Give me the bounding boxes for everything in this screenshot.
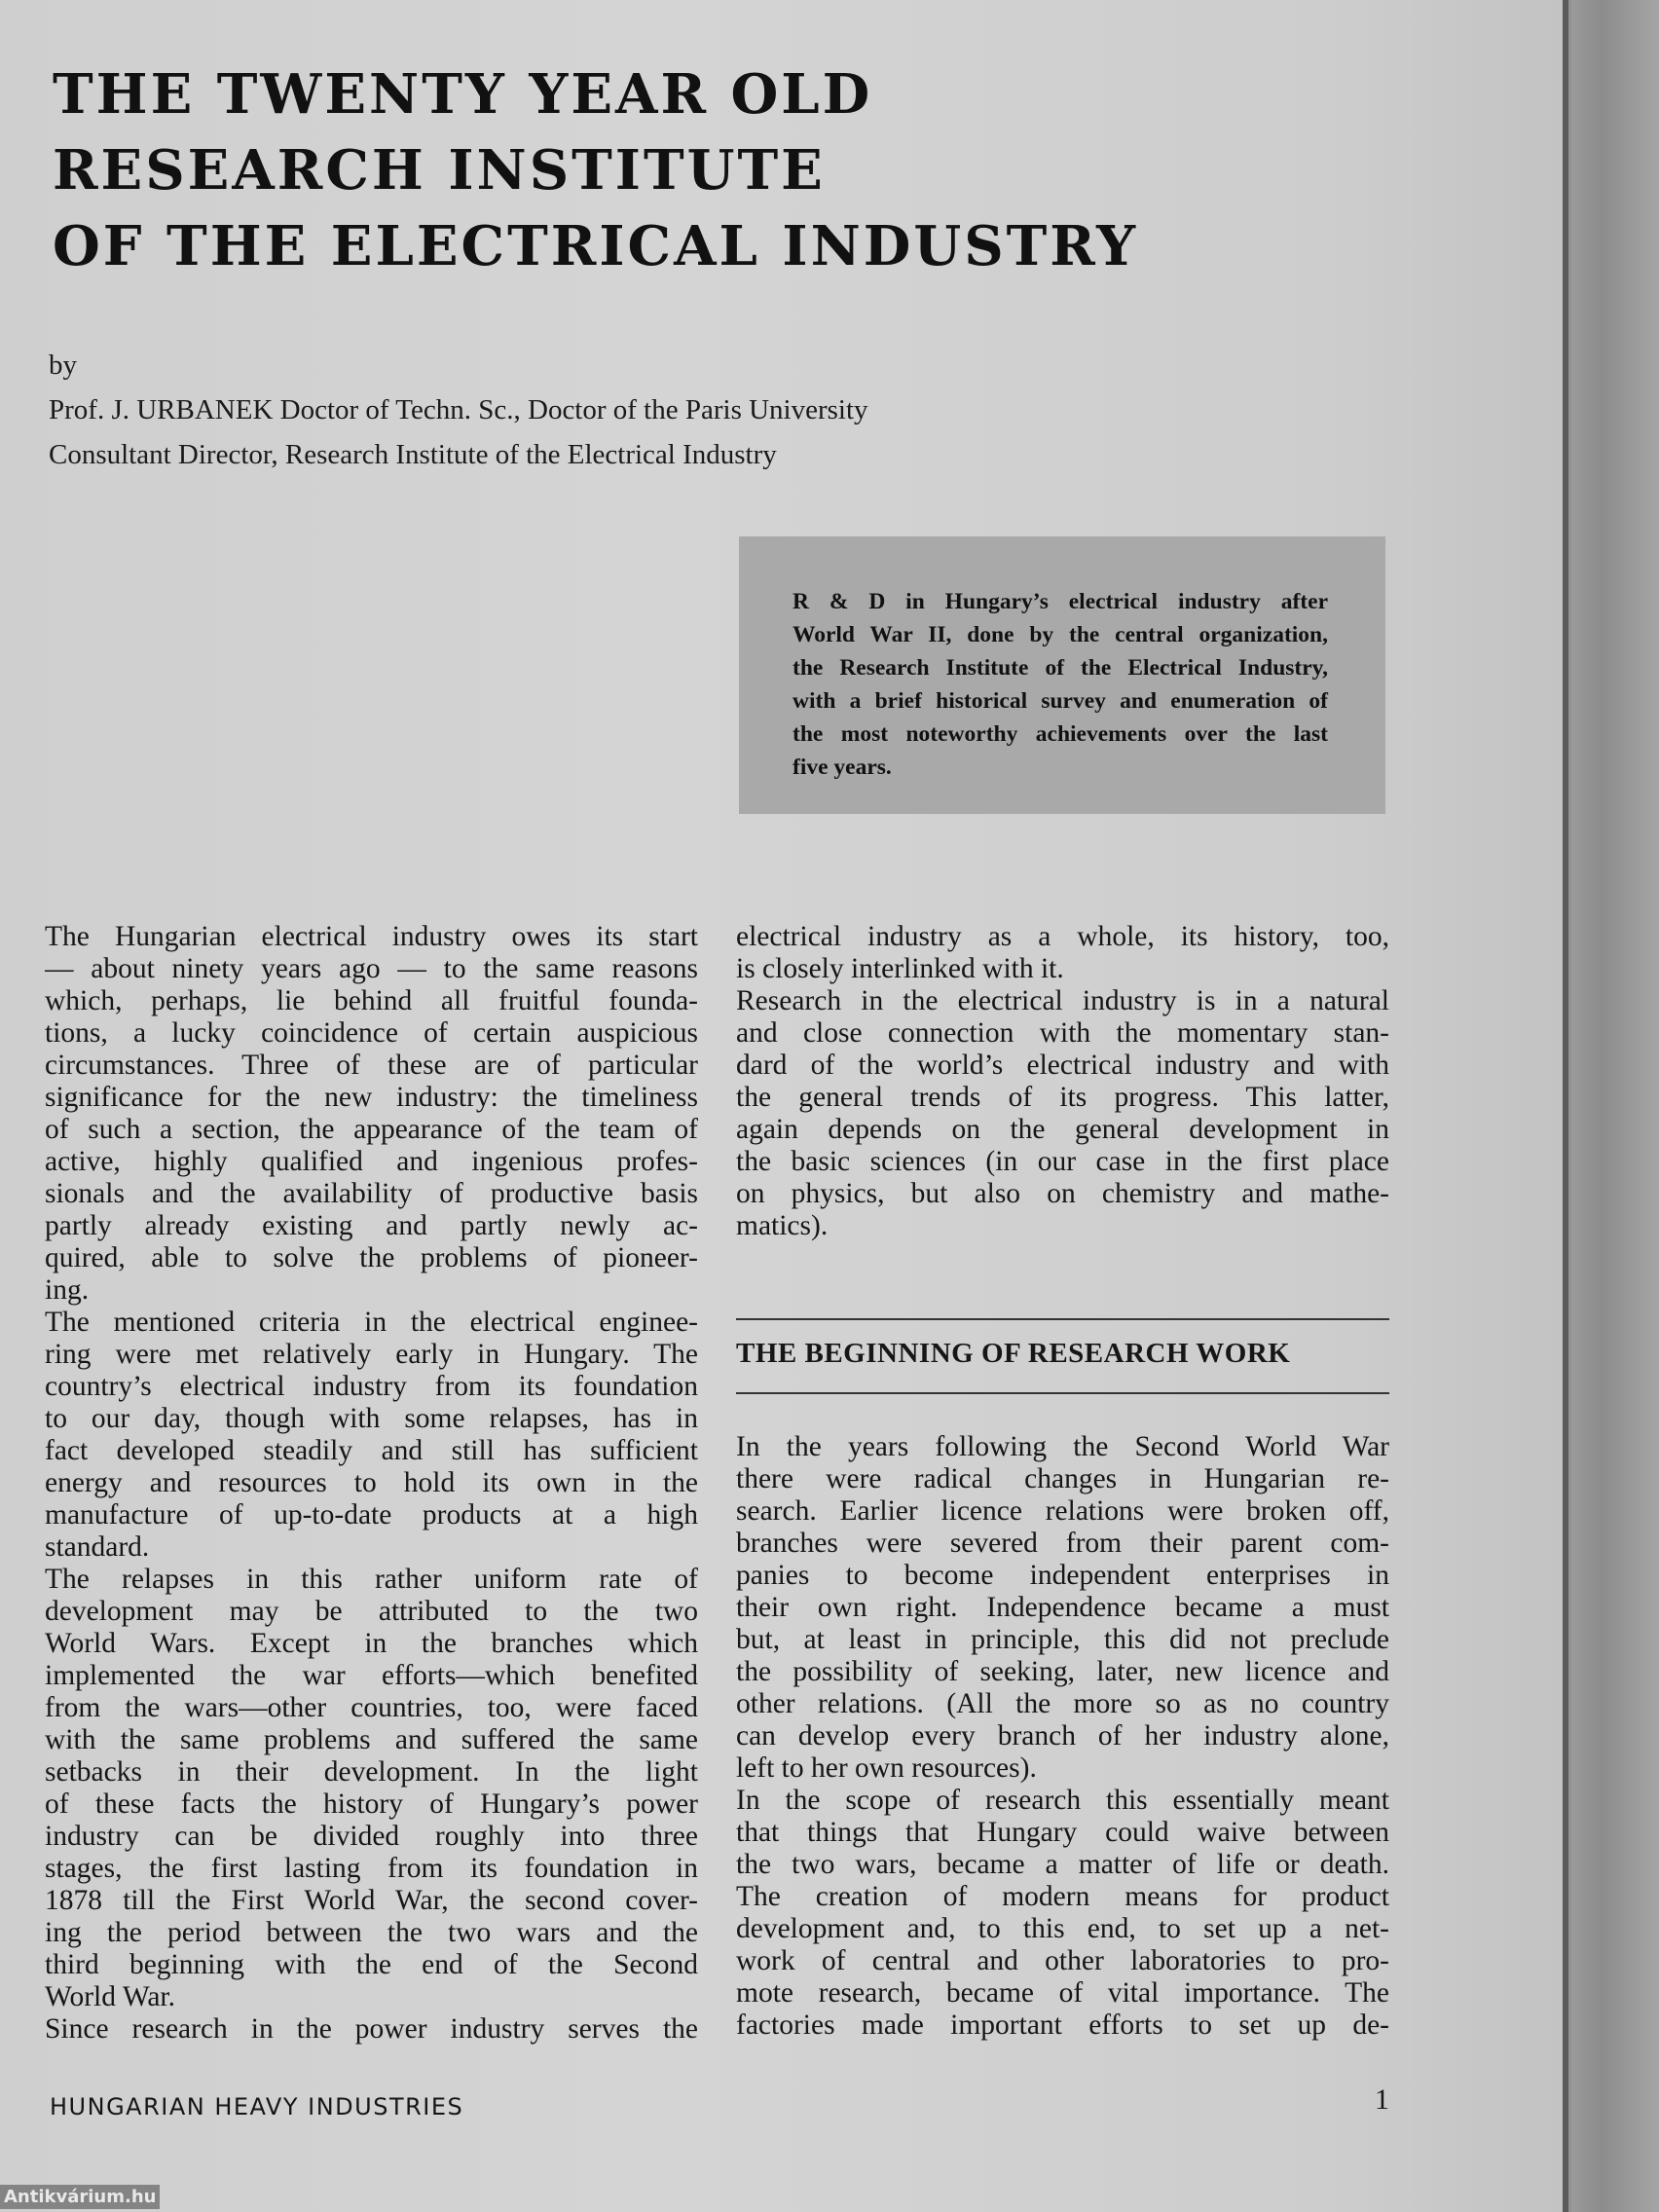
text-line: In the scope of research this essentially meant bbox=[736, 1785, 1389, 1816]
text-line: there were radical changes in Hungarian re- bbox=[736, 1463, 1389, 1494]
right-column-top bbox=[736, 921, 1389, 1242]
text-line: setbacks in their development. In the light bbox=[45, 1756, 698, 1788]
text-line: development and, to this end, to set up a net- bbox=[736, 1913, 1389, 1944]
text-line: 1878 till the First World War, the second cover- bbox=[45, 1885, 698, 1916]
text-line: the two wars, became a matter of life or death. bbox=[736, 1849, 1389, 1880]
text-line: left to her own resources). bbox=[736, 1752, 1037, 1784]
text-line: country’s electrical industry from its foundation bbox=[45, 1371, 698, 1402]
text-line: The Hungarian electrical industry owes its start bbox=[45, 921, 698, 952]
text-line: manufacture of up-to-date products at a high bbox=[45, 1499, 698, 1530]
text-line: on physics, but also on chemistry and mathe- bbox=[736, 1178, 1389, 1209]
text-line: third beginning with the end of the Second bbox=[45, 1949, 698, 1980]
text-line: and close connection with the momentary stan- bbox=[736, 1017, 1389, 1049]
byline-author: Prof. J. URBANEK Doctor of Techn. Sc., Doctor of the Paris University bbox=[49, 394, 868, 425]
text-line: which, perhaps, lie behind all fruitful founda- bbox=[45, 985, 698, 1016]
section-heading: THE BEGINNING OF RESEARCH WORK bbox=[736, 1338, 1291, 1369]
title-line: THE TWENTY YEAR OLD bbox=[53, 62, 873, 127]
text-line: ing the period between the two wars and the bbox=[45, 1917, 698, 1948]
text-line: ing. bbox=[45, 1274, 90, 1306]
text-line: standard. bbox=[45, 1531, 150, 1563]
text-line: their own right. Independence became a must bbox=[736, 1592, 1389, 1623]
article-title bbox=[53, 56, 1138, 284]
abstract-line: five years. bbox=[793, 755, 892, 780]
text-line: — about ninety years ago — to the same reasons bbox=[45, 953, 698, 984]
text-line: significance for the new industry: the timeliness bbox=[45, 1082, 698, 1113]
text-line: other relations. (All the more so as no country bbox=[736, 1688, 1389, 1719]
text-line: ring were met relatively early in Hungary. The bbox=[45, 1339, 698, 1370]
text-line: factories made important efforts to set up de- bbox=[736, 2009, 1389, 2041]
heading-rule-top bbox=[736, 1318, 1389, 1320]
watermark: Antikvárium.hu bbox=[0, 2185, 160, 2209]
text-line: fact developed steadily and still has sufficient bbox=[45, 1435, 698, 1466]
text-line: to our day, though with some relapses, has in bbox=[45, 1403, 698, 1434]
text-line: World War. bbox=[45, 1981, 175, 2012]
text-line: dard of the world’s electrical industry and with bbox=[736, 1050, 1389, 1081]
text-line: partly already existing and partly newly ac- bbox=[45, 1210, 698, 1241]
text-line: In the years following the Second World War bbox=[736, 1431, 1389, 1462]
right-column-bottom bbox=[736, 1431, 1389, 2042]
text-line: development may be attributed to the two bbox=[45, 1596, 698, 1627]
text-line: Since research in the power industry serves the bbox=[45, 2013, 698, 2045]
text-line: the possibility of seeking, later, new licence and bbox=[736, 1656, 1389, 1687]
text-line: with the same problems and suffered the same bbox=[45, 1724, 698, 1755]
text-line: the general trends of its progress. This latter, bbox=[736, 1082, 1389, 1113]
left-column bbox=[45, 921, 698, 2046]
text-line: can develop every branch of her industry alone, bbox=[736, 1720, 1389, 1751]
text-line: active, highly qualified and ingenious profes- bbox=[45, 1146, 698, 1177]
publication-footer: HUNGARIAN HEAVY INDUSTRIES bbox=[50, 2093, 464, 2120]
text-line: from the wars—other countries, too, were faced bbox=[45, 1692, 698, 1723]
text-line: quired, able to solve the problems of pioneer- bbox=[45, 1242, 698, 1273]
text-line: industry can be divided roughly into three bbox=[45, 1821, 698, 1852]
text-line: is closely interlinked with it. bbox=[736, 953, 1064, 984]
text-line: tions, a lucky coincidence of certain auspicious bbox=[45, 1017, 698, 1049]
text-line: implemented the war efforts—which benefited bbox=[45, 1660, 698, 1691]
text-line: sionals and the availability of productive basis bbox=[45, 1178, 698, 1209]
abstract-line: the most noteworthy achievements over the last bbox=[793, 721, 1328, 747]
text-line: branches were severed from their parent com- bbox=[736, 1528, 1389, 1559]
book-spine-edge bbox=[1563, 0, 1659, 2212]
text-line: electrical industry as a whole, its history, too, bbox=[736, 921, 1389, 952]
text-line: search. Earlier licence relations were broken off, bbox=[736, 1495, 1389, 1527]
text-line: The relapses in this rather uniform rate of bbox=[45, 1564, 698, 1595]
page-number: 1 bbox=[1375, 2083, 1389, 2116]
abstract-text bbox=[793, 585, 1328, 784]
byline-position: Consultant Director, Research Institute of the Electrical Industry bbox=[49, 439, 777, 470]
text-line: World Wars. Except in the branches which bbox=[45, 1628, 698, 1659]
text-line: mote research, became of vital importance. The bbox=[736, 1977, 1389, 2009]
byline-by: by bbox=[49, 350, 77, 381]
abstract-line: the Research Institute of the Electrical Industry, bbox=[793, 655, 1328, 681]
abstract-line: with a brief historical survey and enumeration of bbox=[793, 688, 1328, 714]
text-line: The mentioned criteria in the electrical enginee- bbox=[45, 1307, 698, 1338]
text-line: panies to become independent enterprises in bbox=[736, 1560, 1389, 1591]
text-line: matics). bbox=[736, 1210, 829, 1241]
text-line: stages, the first lasting from its foundation in bbox=[45, 1853, 698, 1884]
text-line: the basic sciences (in our case in the first place bbox=[736, 1146, 1389, 1177]
text-line: of such a section, the appearance of the team of bbox=[45, 1114, 698, 1145]
text-line: but, at least in principle, this did not preclude bbox=[736, 1624, 1389, 1655]
text-line: that things that Hungary could waive between bbox=[736, 1817, 1389, 1848]
text-line: again depends on the general development in bbox=[736, 1114, 1389, 1145]
title-line: OF THE ELECTRICAL INDUSTRY bbox=[53, 214, 1139, 278]
text-line: of these facts the history of Hungary’s power bbox=[45, 1788, 698, 1820]
text-line: work of central and other laboratories to pro- bbox=[736, 1945, 1389, 1976]
byline bbox=[49, 343, 868, 477]
text-line: circumstances. Three of these are of particular bbox=[45, 1050, 698, 1081]
abstract-box bbox=[739, 536, 1385, 814]
heading-rule-bottom bbox=[736, 1392, 1389, 1394]
title-line: RESEARCH INSTITUTE bbox=[53, 138, 826, 203]
text-line: The creation of modern means for product bbox=[736, 1881, 1389, 1912]
text-line: Research in the electrical industry is in a natural bbox=[736, 985, 1389, 1016]
abstract-line: World War II, done by the central organization, bbox=[793, 622, 1328, 647]
abstract-line: R & D in Hungary’s electrical industry after bbox=[793, 589, 1328, 614]
text-line: energy and resources to hold its own in the bbox=[45, 1467, 698, 1498]
